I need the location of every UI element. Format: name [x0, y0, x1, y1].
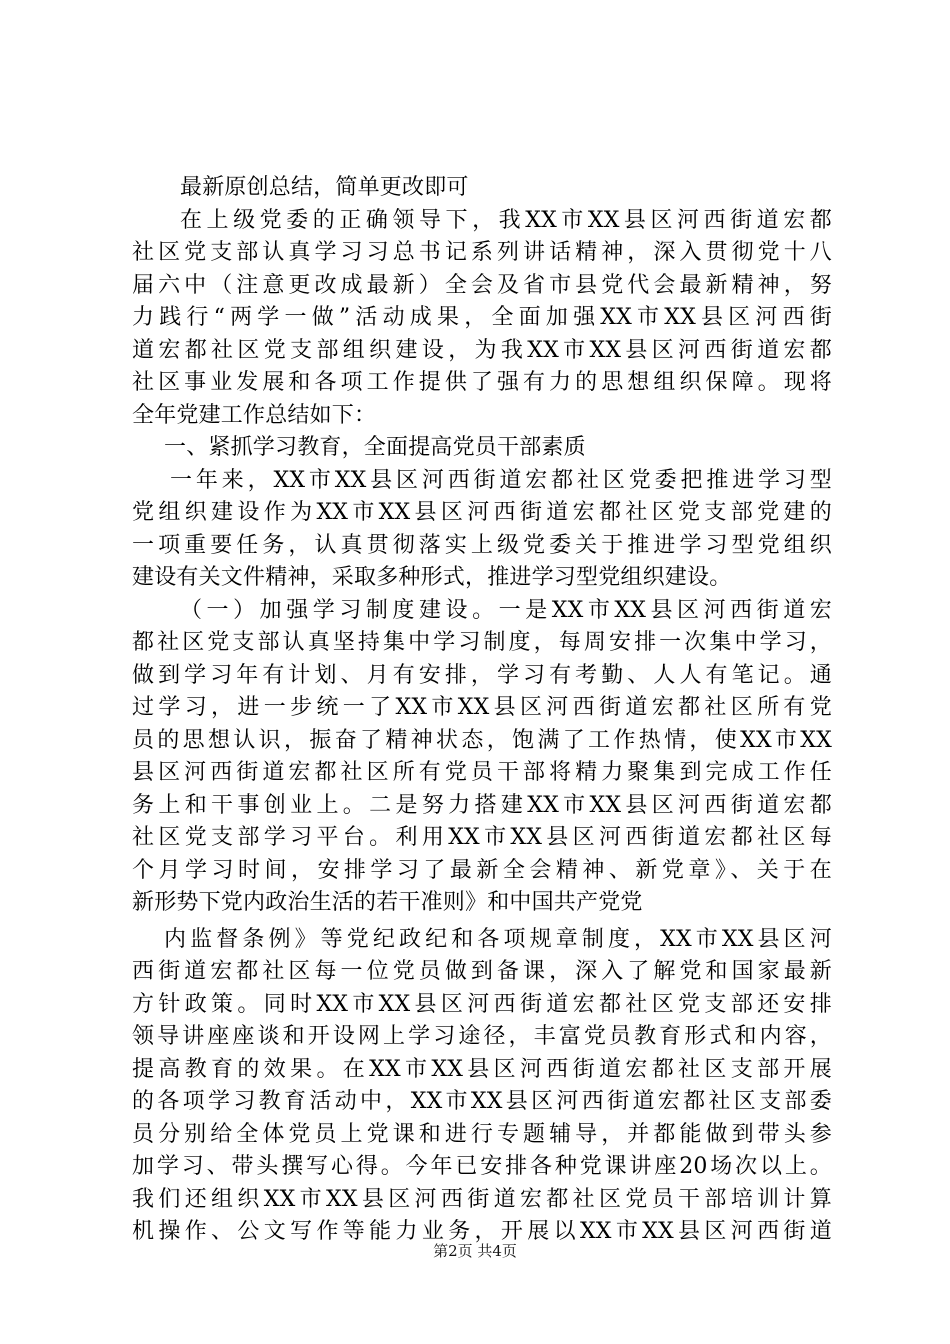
paragraph-line: 个月学习时间，安排学习了最新全会精神、新党章》、关于在	[132, 857, 832, 883]
paragraph-line: 新形势下党内政治生活的若干准则》和中国共产党党	[132, 890, 643, 915]
paragraph-line: 一项重要任务，认真贯彻落实上级党委关于推进学习型党组织	[132, 532, 832, 558]
paragraph-line: 过学习，进一步统一了XX市XX县区河西街道宏都社区所有党	[132, 695, 832, 720]
paragraph-line: 做到学习年有计划、月有安排，学习有考勤、人人有笔记。通	[132, 662, 832, 688]
page-number-footer: 第2页 共4页	[433, 1242, 517, 1260]
paragraph-line: 的各项学习教育活动中，XX市XX县区河西街道宏都社区支部委	[132, 1089, 832, 1114]
note-line: 最新原创总结，简单更改即可	[180, 175, 469, 200]
paragraph-line: 建设有关文件精神，采取多种形式，推进学习型党组织建设。	[132, 565, 732, 590]
paragraph-line: 机操作、公文写作等能力业务，开展以XX市XX县区河西街道	[132, 1219, 832, 1244]
paragraph-line: 道宏都社区党支部组织建设，为我XX市XX县区河西街道宏都	[132, 337, 832, 363]
paragraph-line: （一）加强学习制度建设。一是XX市XX县区河西街道宏	[180, 597, 832, 623]
paragraph-line: 领导讲座座谈和开设网上学习途径，丰富党员教育形式和内容，	[132, 1024, 832, 1049]
paragraph-line: 西街道宏都社区每一位党员做到备课，深入了解党和国家最新	[132, 959, 832, 984]
section-heading: 一、紧抓学习教育，全面提高党员干部素质	[164, 435, 586, 460]
paragraph-line: 社区党支部学习平台。利用XX市XX县区河西街道宏都社区每	[132, 825, 832, 850]
paragraph-line: 力践行“两学一做”活动成果，全面加强XX市XX县区河西街	[132, 305, 832, 330]
paragraph-line: 在上级党委的正确领导下，我XX市XX县区河西街道宏都	[180, 207, 832, 233]
paragraph-line: 社区党支部认真学习习总书记系列讲话精神，深入贯彻党十八	[132, 240, 832, 265]
paragraph-line: 方针政策。同时XX市XX县区河西街道宏都社区党支部还安排	[132, 991, 832, 1017]
paragraph-line: 都社区党支部认真坚持集中学习制度，每周安排一次集中学习，	[132, 630, 832, 655]
paragraph-line: 务上和干事创业上。二是努力搭建XX市XX县区河西街道宏都	[132, 792, 832, 818]
paragraph-line: 加学习、带头撰写心得。今年已安排各种党课讲座20场次以上。	[132, 1154, 832, 1179]
paragraph-line: 全年党建工作总结如下：	[132, 402, 377, 428]
paragraph-line: 员分别给全体党员上党课和进行专题辅导，并都能做到带头参	[132, 1121, 832, 1147]
paragraph-line: 一年来，XX市XX县区河西街道宏都社区党委把推进学习型	[170, 467, 832, 493]
paragraph-line: 社区事业发展和各项工作提供了强有力的思想组织保障。现将	[132, 370, 832, 395]
paragraph-line: 内监督条例》等党纪政纪和各项规章制度，XX市XX县区河	[164, 926, 832, 952]
paragraph-line: 我们还组织XX市XX县区河西街道宏都社区党员干部培训计算	[132, 1186, 832, 1212]
paragraph-line: 党组织建设作为XX市XX县区河西街道宏都社区党支部党建的	[132, 500, 832, 525]
paragraph-line: 员的思想认识，振奋了精神状态，饱满了工作热情，使XX市XX	[132, 727, 832, 753]
paragraph-line: 届六中（注意更改成最新）全会及省市县党代会最新精神，努	[132, 272, 832, 298]
paragraph-line: 提高教育的效果。在XX市XX县区河西街道宏都社区支部开展	[132, 1056, 832, 1082]
paragraph-line: 县区河西街道宏都社区所有党员干部将精力聚集到完成工作任	[132, 760, 832, 785]
document-body	[132, 172, 832, 1249]
